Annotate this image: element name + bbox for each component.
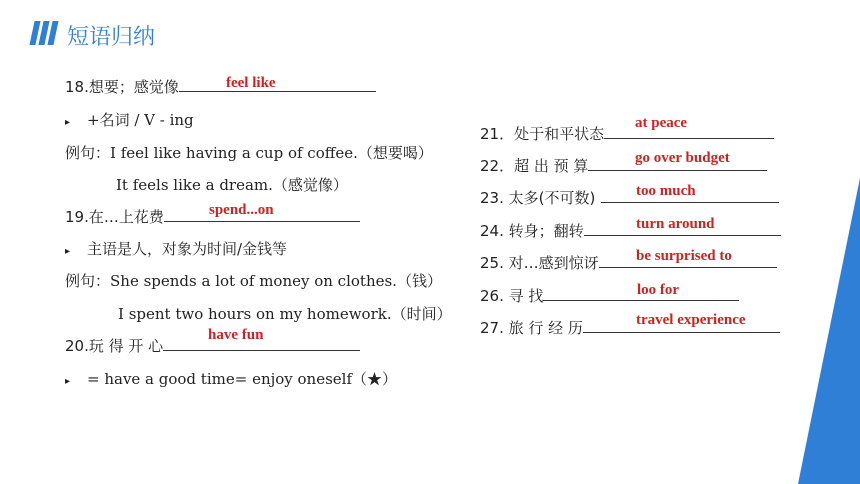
item-18-answer: feel like (226, 75, 276, 91)
item-21-answer: at peace (635, 115, 688, 131)
answer-blank (584, 234, 781, 236)
example-text: I feel like having a cup of coffee.（想要喝） (110, 144, 433, 162)
item-18-example-1 (65, 142, 433, 163)
item-24-label: 24. 转身；翻转 (480, 222, 584, 240)
item-25 (480, 252, 777, 273)
item-18-example-2: It feels like a dream.（感觉像） (116, 176, 348, 194)
item-19-answer: spend...on (209, 202, 274, 218)
item-26 (480, 285, 739, 306)
item-25-answer: be surprised to (636, 248, 732, 264)
answer-blank (601, 201, 779, 203)
item-24 (480, 220, 781, 241)
title-bars-icon (30, 21, 58, 45)
note-text: = have a good time= enjoy oneself（★） (87, 370, 398, 388)
answer-blank (179, 90, 376, 92)
item-19-example-2: I spent two hours on my homework.（时间） (118, 305, 452, 323)
item-18 (65, 76, 376, 97)
item-22-answer: go over budget (635, 150, 730, 166)
answer-blank (588, 169, 767, 171)
item-25-label: 25. 对…感到惊讶 (480, 254, 599, 272)
item-24-answer: turn around (636, 216, 715, 232)
item-19-label: 19.在…上花费 (65, 208, 164, 226)
answer-blank (604, 137, 774, 139)
example-prefix: 例句： (65, 144, 111, 162)
item-18-label: 18.想要；感觉像 (65, 78, 179, 96)
answer-blank (583, 331, 780, 333)
item-20-answer: have fun (208, 327, 264, 343)
item-23 (480, 187, 779, 208)
note-text: 主语是人，对象为时间/金钱等 (87, 240, 288, 258)
item-22-label: 22．超 出 预 算 (480, 157, 589, 175)
answer-blank (163, 349, 360, 351)
item-19-example-1 (65, 270, 442, 291)
item-26-answer: loo for (637, 282, 680, 298)
item-27-answer: travel experience (636, 312, 746, 328)
item-20-note (65, 368, 397, 389)
item-21-label: 21．处于和平状态 (480, 125, 605, 143)
example-text: She spends a lot of money on clothes.（钱） (110, 272, 442, 290)
page-title: 短语归纳 (67, 25, 156, 50)
item-27-label: 27. 旅 行 经 历 (480, 319, 583, 337)
item-19-note (65, 238, 287, 259)
item-23-label: 23. 太多(不可数) (480, 189, 596, 207)
bullet-icon: ▸ (65, 246, 71, 257)
item-18-note (65, 109, 194, 130)
answer-blank (543, 299, 739, 301)
item-26-label: 26. 寻 找 (480, 287, 544, 305)
bullet-icon: ▸ (65, 376, 71, 387)
item-20-label: 20.玩 得 开 心 (65, 337, 164, 355)
corner-decoration (798, 178, 860, 484)
bullet-icon: ▸ (65, 117, 71, 128)
item-21 (480, 123, 774, 144)
answer-blank (599, 266, 777, 268)
answer-blank (164, 220, 360, 222)
item-23-answer: too much (636, 183, 696, 199)
example-prefix: 例句： (65, 272, 111, 290)
note-text: +名词 / V - ing (87, 111, 194, 129)
